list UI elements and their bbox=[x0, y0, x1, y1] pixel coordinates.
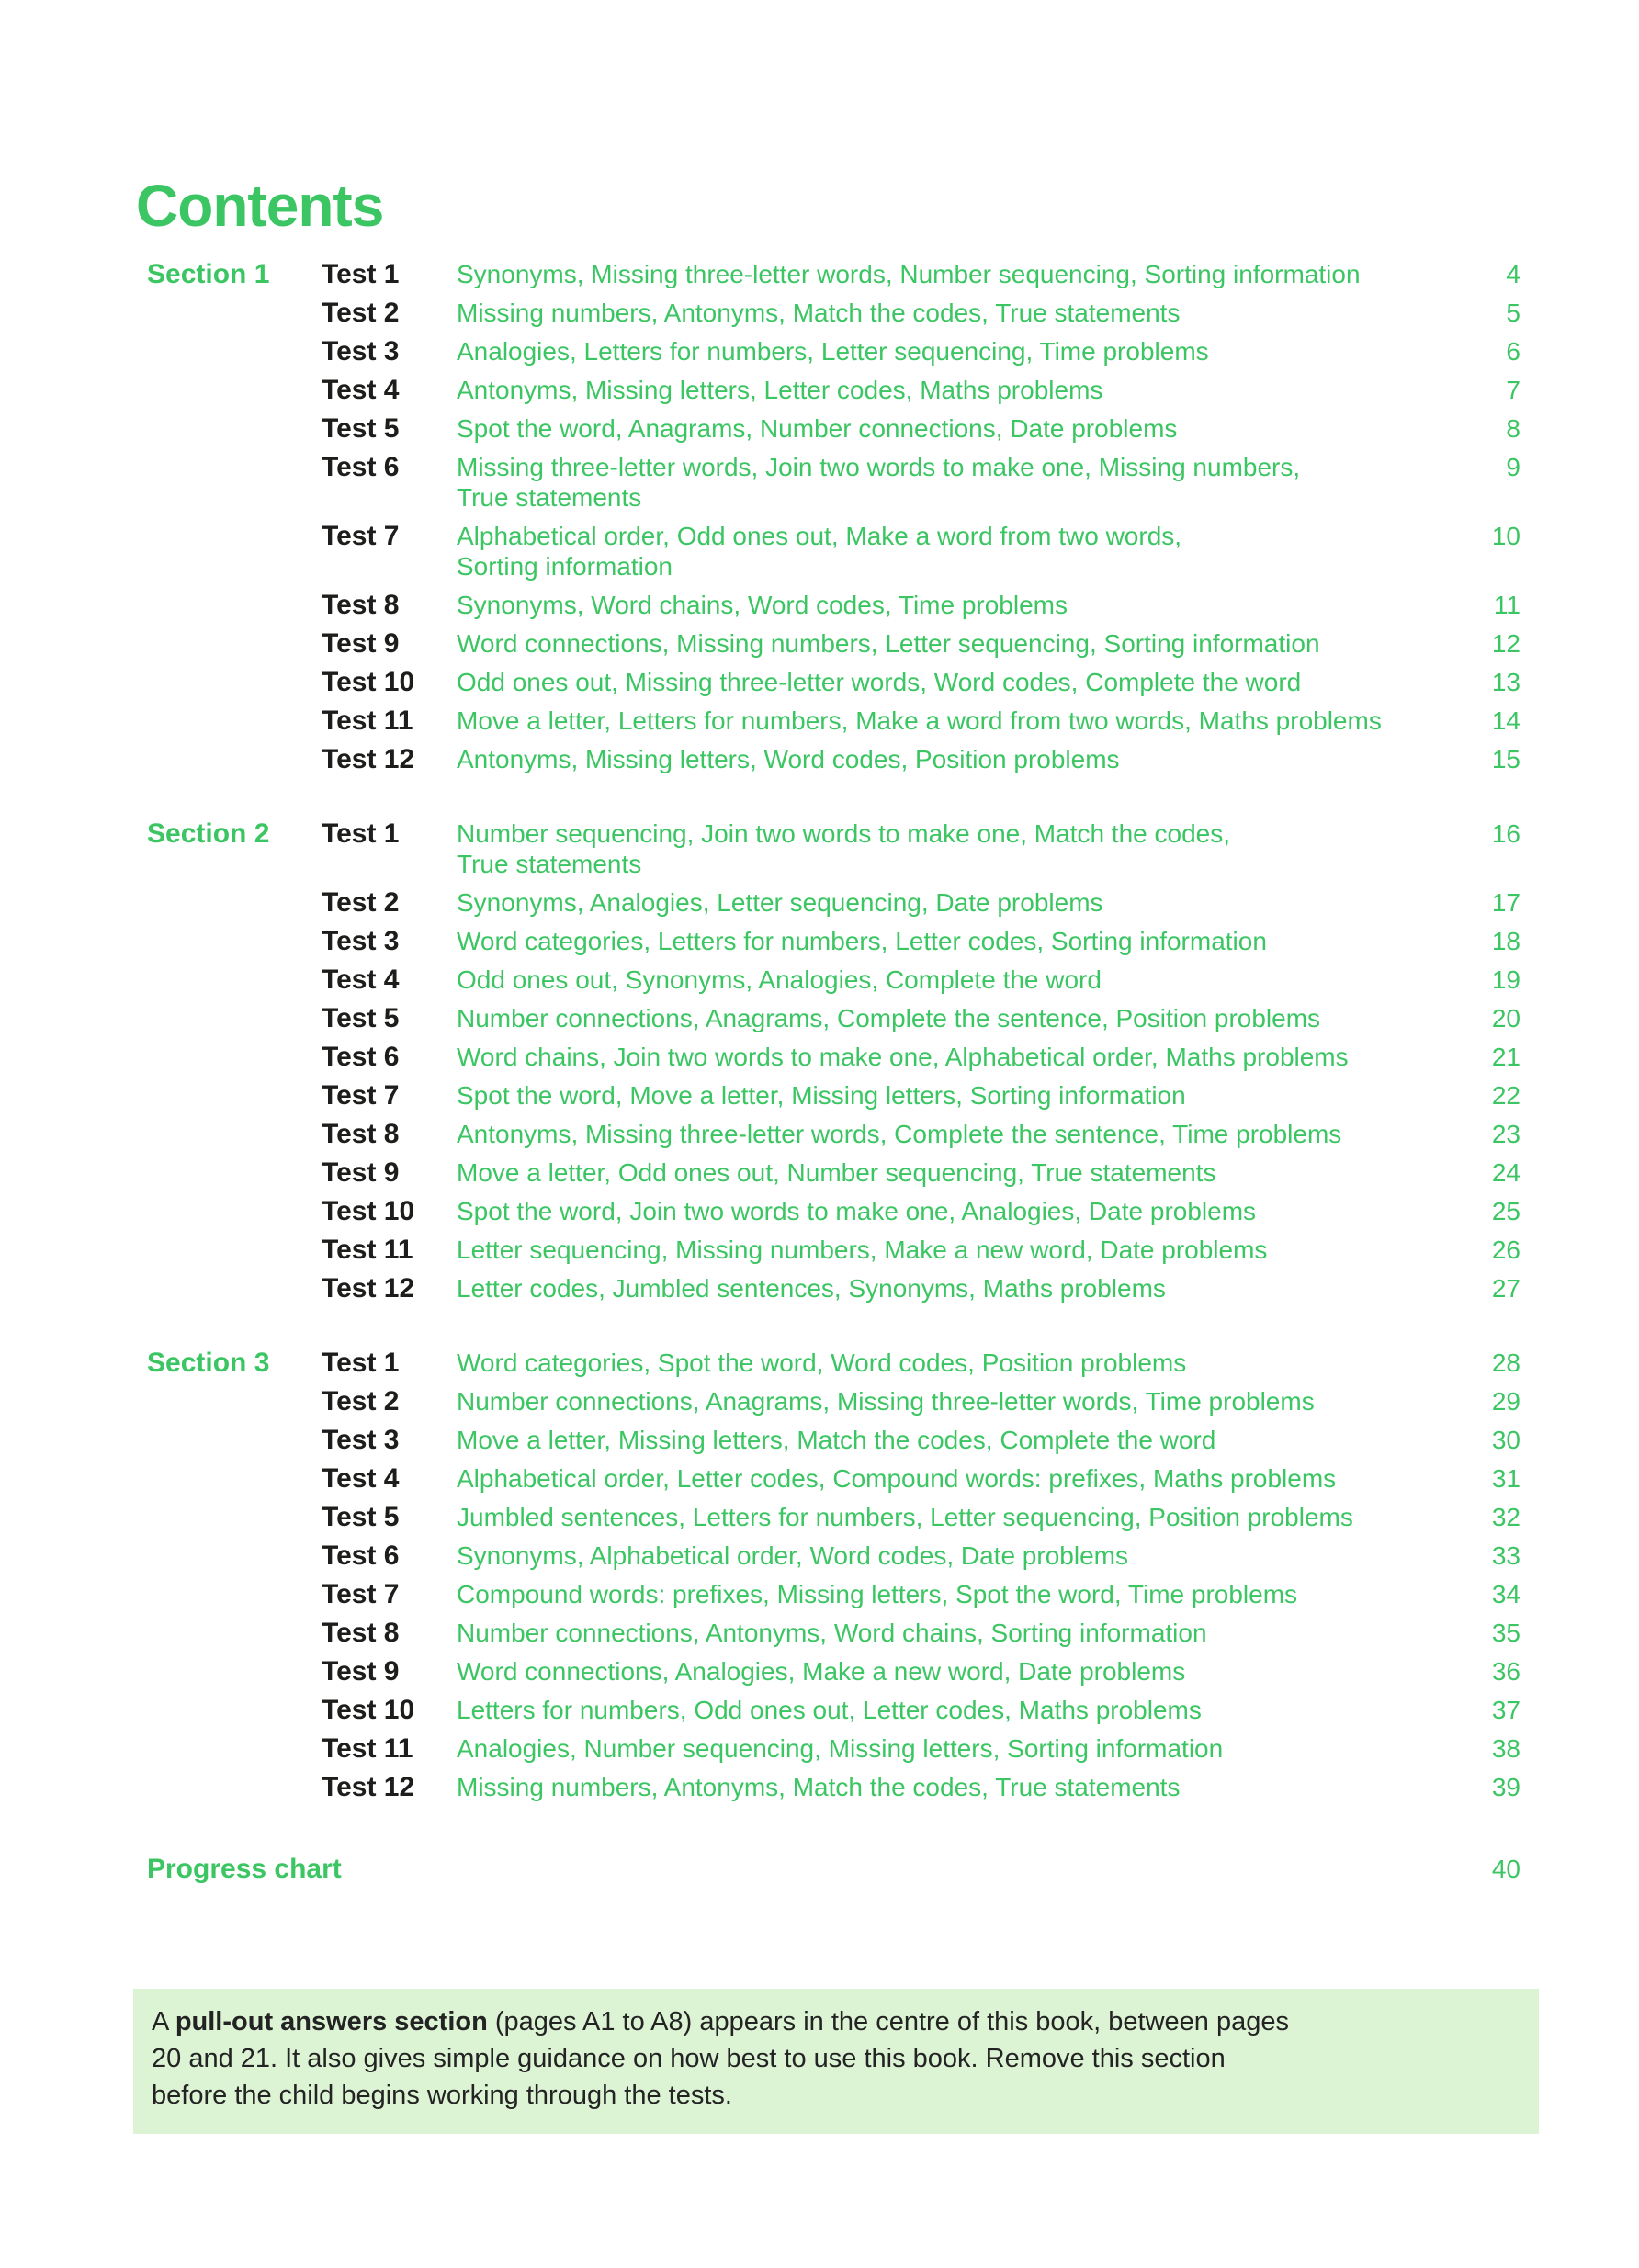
page-number: 25 bbox=[1491, 1197, 1520, 1225]
test-description: Missing numbers, Antonyms, Match the codes, True statements bbox=[457, 1773, 1181, 1801]
toc-row bbox=[147, 375, 1639, 405]
progress-chart-page-number: 40 bbox=[1491, 1855, 1520, 1883]
page-number: 28 bbox=[1491, 1348, 1520, 1377]
toc-row bbox=[147, 1080, 1639, 1111]
page-number: 34 bbox=[1491, 1580, 1520, 1608]
page-number: 12 bbox=[1491, 629, 1520, 658]
test-description: Number sequencing, Join two words to make one, Match the codes, True statements bbox=[457, 819, 1230, 878]
test-label: Test 9 bbox=[322, 628, 400, 659]
toc-row bbox=[147, 1273, 1639, 1303]
answers-note-line-1 bbox=[152, 2003, 1517, 2040]
page-number: 21 bbox=[1491, 1043, 1520, 1071]
test-description: Missing numbers, Antonyms, Match the codes, True statements bbox=[457, 299, 1181, 327]
toc-row bbox=[147, 1540, 1639, 1571]
toc-row bbox=[147, 1618, 1639, 1648]
page-number: 23 bbox=[1491, 1120, 1520, 1148]
test-description: Alphabetical order, Letter codes, Compound words: prefixes, Maths problems bbox=[457, 1464, 1337, 1493]
test-label: Test 10 bbox=[322, 1196, 415, 1226]
toc-row bbox=[147, 1235, 1639, 1265]
toc-row bbox=[147, 413, 1639, 444]
toc-row bbox=[147, 336, 1639, 367]
test-label: Test 8 bbox=[322, 590, 400, 620]
page-number: 26 bbox=[1491, 1236, 1520, 1264]
test-description: Synonyms, Missing three-letter words, Number sequencing, Sorting information bbox=[457, 260, 1361, 288]
page-number: 27 bbox=[1491, 1274, 1520, 1303]
toc-row bbox=[147, 926, 1639, 956]
toc-row bbox=[147, 1386, 1639, 1416]
test-label: Test 4 bbox=[322, 965, 400, 995]
section-label: Section 3 bbox=[147, 1348, 270, 1378]
test-label: Test 1 bbox=[322, 818, 400, 849]
page-number: 4 bbox=[1506, 260, 1520, 288]
page-number: 36 bbox=[1491, 1657, 1520, 1686]
test-label: Test 5 bbox=[322, 1003, 400, 1033]
test-description: Alphabetical order, Odd ones out, Make a word from two words, Sorting information bbox=[457, 522, 1182, 581]
test-label: Test 3 bbox=[322, 1425, 400, 1455]
test-description: Move a letter, Letters for numbers, Make a word from two words, Maths problems bbox=[457, 706, 1382, 735]
test-label: Test 12 bbox=[322, 744, 415, 774]
test-description: Word categories, Letters for numbers, Letter codes, Sorting information bbox=[457, 927, 1267, 955]
test-label: Test 9 bbox=[322, 1656, 400, 1687]
page-number: 5 bbox=[1506, 299, 1520, 327]
test-label: Test 11 bbox=[322, 1733, 413, 1764]
test-description: Letters for numbers, Odd ones out, Letter codes, Maths problems bbox=[457, 1696, 1202, 1724]
toc-row bbox=[147, 1042, 1639, 1072]
test-label: Test 8 bbox=[322, 1618, 400, 1648]
page-number: 18 bbox=[1491, 927, 1520, 955]
test-label: Test 3 bbox=[322, 926, 400, 956]
page-number: 7 bbox=[1506, 376, 1520, 404]
test-label: Test 12 bbox=[322, 1772, 415, 1802]
test-description: Number connections, Anagrams, Missing three-letter words, Time problems bbox=[457, 1387, 1315, 1416]
test-label: Test 10 bbox=[322, 667, 415, 697]
page-number: 13 bbox=[1491, 668, 1520, 696]
page-number: 10 bbox=[1491, 522, 1520, 550]
note-text: (pages A1 to A8) appears in the centre of this book, between pages bbox=[487, 2007, 1290, 2037]
toc-row bbox=[147, 1425, 1639, 1455]
test-label: Test 6 bbox=[322, 1540, 400, 1571]
test-description: Word categories, Spot the word, Word codes, Position problems bbox=[457, 1348, 1187, 1377]
page-number: 35 bbox=[1491, 1619, 1520, 1647]
test-description: Odd ones out, Missing three-letter words, Word codes, Complete the word bbox=[457, 668, 1302, 696]
page-number: 30 bbox=[1491, 1426, 1520, 1454]
page-number: 33 bbox=[1491, 1541, 1520, 1570]
toc-row bbox=[147, 667, 1639, 697]
answers-note-box bbox=[133, 1989, 1539, 2134]
page-number: 8 bbox=[1506, 414, 1520, 443]
test-description: Spot the word, Move a letter, Missing letters, Sorting information bbox=[457, 1081, 1186, 1110]
page-number: 19 bbox=[1491, 965, 1520, 994]
test-label: Test 2 bbox=[322, 1386, 400, 1416]
toc-row bbox=[147, 1579, 1639, 1609]
toc-sections bbox=[147, 259, 1639, 1802]
toc-row bbox=[147, 1772, 1639, 1802]
toc-row bbox=[147, 452, 1639, 513]
progress-chart-row bbox=[147, 1854, 1639, 1884]
test-label: Test 5 bbox=[322, 1502, 400, 1532]
test-label: Test 3 bbox=[322, 336, 400, 367]
test-description: Letter codes, Jumbled sentences, Synonyms, Maths problems bbox=[457, 1274, 1166, 1303]
test-description: Compound words: prefixes, Missing letters, Spot the word, Time problems bbox=[457, 1580, 1298, 1608]
page-number: 22 bbox=[1491, 1081, 1520, 1110]
toc-row bbox=[147, 628, 1639, 659]
test-label: Test 6 bbox=[322, 1042, 400, 1072]
test-label: Test 4 bbox=[322, 375, 400, 405]
test-description: Analogies, Letters for numbers, Letter sequencing, Time problems bbox=[457, 337, 1209, 366]
test-label: Test 10 bbox=[322, 1695, 415, 1725]
test-label: Test 11 bbox=[322, 1235, 413, 1265]
test-description: Jumbled sentences, Letters for numbers, Letter sequencing, Position problems bbox=[457, 1503, 1353, 1531]
test-description: Move a letter, Odd ones out, Number sequencing, True statements bbox=[457, 1158, 1216, 1187]
test-description: Antonyms, Missing letters, Word codes, Position problems bbox=[457, 745, 1120, 773]
test-description: Word connections, Analogies, Make a new word, Date problems bbox=[457, 1657, 1186, 1686]
toc-row bbox=[147, 1348, 1639, 1378]
test-label: Test 1 bbox=[322, 259, 400, 289]
test-description: Synonyms, Alphabetical order, Word codes, Date problems bbox=[457, 1541, 1128, 1570]
test-label: Test 1 bbox=[322, 1348, 400, 1378]
toc-row bbox=[147, 1157, 1639, 1188]
test-description: Antonyms, Missing letters, Letter codes, Maths problems bbox=[457, 376, 1103, 404]
page-number: 16 bbox=[1491, 819, 1520, 848]
progress-chart-label: Progress chart bbox=[147, 1854, 342, 1884]
page-number: 15 bbox=[1491, 745, 1520, 773]
page-number: 17 bbox=[1491, 888, 1520, 917]
toc-row bbox=[147, 744, 1639, 774]
test-description: Word connections, Missing numbers, Letter sequencing, Sorting information bbox=[457, 629, 1320, 658]
test-description: Spot the word, Join two words to make one, Analogies, Date problems bbox=[457, 1197, 1257, 1225]
page-number: 31 bbox=[1491, 1464, 1520, 1493]
note-bold-text: pull-out answers section bbox=[175, 2007, 488, 2037]
test-description: Spot the word, Anagrams, Number connections, Date problems bbox=[457, 414, 1178, 443]
toc-row bbox=[147, 1695, 1639, 1725]
test-description: Synonyms, Word chains, Word codes, Time problems bbox=[457, 591, 1068, 619]
toc-row bbox=[147, 259, 1639, 289]
test-label: Test 2 bbox=[322, 298, 400, 328]
test-label: Test 7 bbox=[322, 1080, 400, 1111]
test-description: Number connections, Antonyms, Word chains, Sorting information bbox=[457, 1619, 1207, 1647]
toc-section bbox=[147, 818, 1639, 1303]
test-label: Test 11 bbox=[322, 705, 413, 736]
page-number: 9 bbox=[1506, 453, 1520, 481]
toc-row bbox=[147, 1463, 1639, 1494]
page-title: Contents bbox=[136, 173, 384, 239]
test-description: Antonyms, Missing three-letter words, Complete the sentence, Time problems bbox=[457, 1120, 1342, 1148]
toc-row bbox=[147, 1733, 1639, 1764]
test-description: Number connections, Anagrams, Complete the sentence, Position problems bbox=[457, 1004, 1321, 1032]
page-number: 14 bbox=[1491, 706, 1520, 735]
test-description: Letter sequencing, Missing numbers, Make a new word, Date problems bbox=[457, 1236, 1268, 1264]
test-label: Test 7 bbox=[322, 1579, 400, 1609]
toc-section bbox=[147, 1348, 1639, 1802]
page-number: 24 bbox=[1491, 1158, 1520, 1187]
toc-row bbox=[147, 705, 1639, 736]
toc-row bbox=[147, 965, 1639, 995]
test-label: Test 8 bbox=[322, 1119, 400, 1149]
toc-row bbox=[147, 1196, 1639, 1226]
toc-row bbox=[147, 298, 1639, 328]
test-description: Synonyms, Analogies, Letter sequencing, Date problems bbox=[457, 888, 1103, 917]
page-number: 37 bbox=[1491, 1696, 1520, 1724]
page-number: 11 bbox=[1493, 591, 1520, 619]
test-description: Missing three-letter words, Join two words to make one, Missing numbers, True statements bbox=[457, 453, 1301, 512]
page-number: 38 bbox=[1491, 1734, 1520, 1763]
test-label: Test 5 bbox=[322, 413, 400, 444]
test-label: Test 7 bbox=[322, 521, 400, 551]
section-label: Section 2 bbox=[147, 818, 270, 849]
page-number: 39 bbox=[1491, 1773, 1520, 1801]
test-description: Analogies, Number sequencing, Missing letters, Sorting information bbox=[457, 1734, 1224, 1763]
toc-row bbox=[147, 1119, 1639, 1149]
test-description: Word chains, Join two words to make one, Alphabetical order, Maths problems bbox=[457, 1043, 1349, 1071]
test-label: Test 12 bbox=[322, 1273, 415, 1303]
toc-row bbox=[147, 521, 1639, 581]
test-label: Test 4 bbox=[322, 1463, 400, 1494]
toc-row bbox=[147, 1502, 1639, 1532]
answers-note-line-2: 20 and 21. It also gives simple guidance on how best to use this book. Remove this section bbox=[152, 2044, 1226, 2073]
note-text: A bbox=[152, 2007, 175, 2037]
toc-row bbox=[147, 887, 1639, 918]
page-number: 20 bbox=[1491, 1004, 1520, 1032]
page-number: 32 bbox=[1491, 1503, 1520, 1531]
toc-row bbox=[147, 818, 1639, 879]
answers-note-line-3: before the child begins working through the tests. bbox=[152, 2081, 732, 2110]
test-label: Test 2 bbox=[322, 887, 400, 918]
page-number: 29 bbox=[1491, 1387, 1520, 1416]
test-label: Test 9 bbox=[322, 1157, 400, 1188]
test-description: Move a letter, Missing letters, Match the codes, Complete the word bbox=[457, 1426, 1216, 1454]
section-label: Section 1 bbox=[147, 259, 270, 289]
toc-row bbox=[147, 1656, 1639, 1687]
toc-row bbox=[147, 1003, 1639, 1033]
page-number: 6 bbox=[1506, 337, 1520, 366]
test-label: Test 6 bbox=[322, 452, 400, 482]
toc-row bbox=[147, 590, 1639, 620]
toc-section bbox=[147, 259, 1639, 774]
test-description: Odd ones out, Synonyms, Analogies, Complete the word bbox=[457, 965, 1102, 994]
